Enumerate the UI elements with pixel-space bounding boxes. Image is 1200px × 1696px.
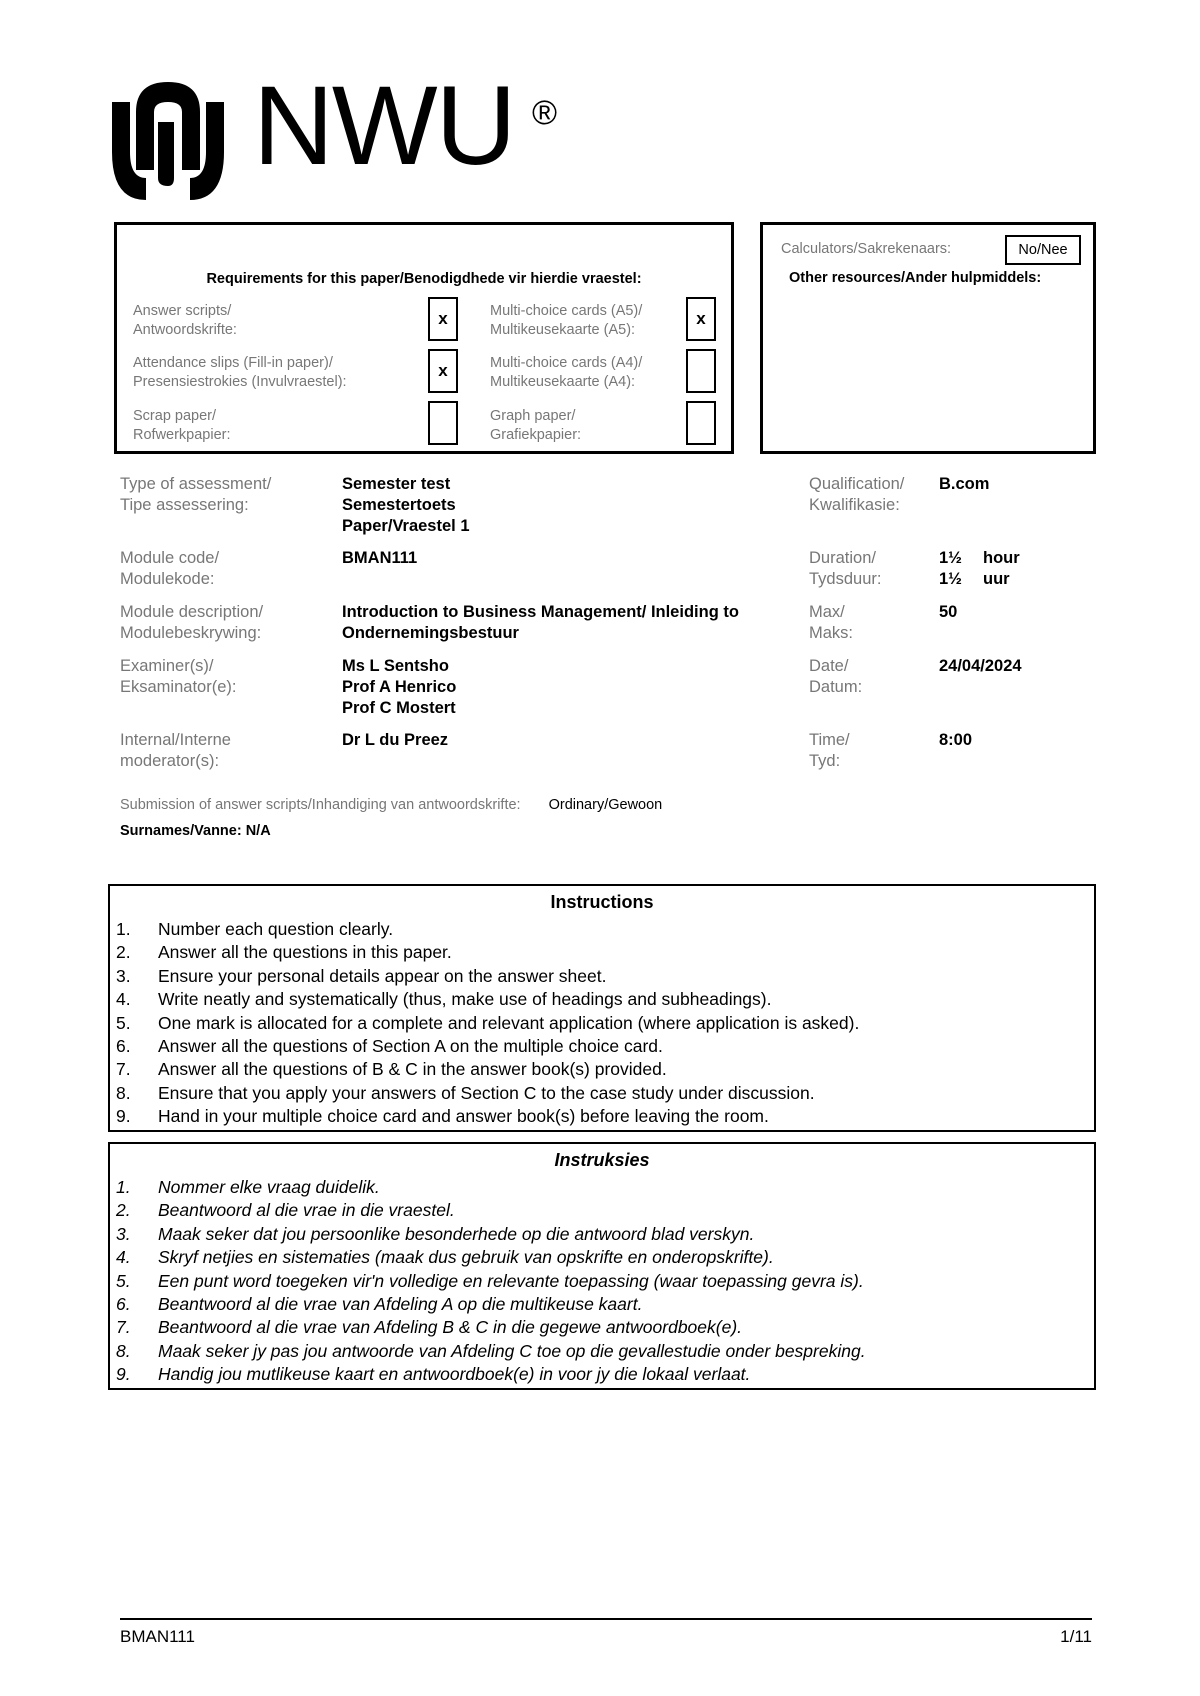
assessment-value: Semester test Semestertoets Paper/Vraestel 1 bbox=[342, 475, 470, 535]
list-item: 4. Write neatly and systematically (thus, make use of headings and subheadings). bbox=[116, 989, 772, 1010]
module-code-value: BMAN111 bbox=[342, 549, 418, 567]
instruksies-title: Instruksies bbox=[554, 1150, 650, 1170]
list-item: 2. Answer all the questions in this paper. bbox=[116, 942, 452, 963]
other-resources-label: Other resources/Ander hulpmiddels: bbox=[789, 270, 1042, 286]
instructions-list bbox=[110, 918, 1094, 1129]
list-item: 9. Handig jou mutlikeuse kaart en antwoordboek(e) in voor jy die lokaal verlaat. bbox=[116, 1364, 751, 1385]
registered-mark: ® bbox=[532, 94, 558, 132]
scrap-paper-checkbox[interactable] bbox=[428, 401, 458, 445]
date-value: 24/04/2024 bbox=[939, 657, 1022, 675]
requirements-title: Requirements for this paper/Benodigdhede vir hierdie vraestel: bbox=[206, 271, 642, 287]
time-value: 8:00 bbox=[939, 731, 973, 749]
requirement-label: Attendance slips (Fill-in paper)/ Presensiestrokies (Invulvraestel): bbox=[133, 355, 347, 390]
submission-value: Ordinary/Gewoon bbox=[548, 797, 663, 813]
footer-divider bbox=[120, 1618, 1092, 1620]
max-value: 50 bbox=[939, 603, 958, 621]
list-item: 6. Beantwoord al die vrae van Afdeling A op die multikeuse kaart. bbox=[116, 1293, 643, 1314]
list-item: 7. Beantwoord al die vrae van Afdeling B & C in die gegewe antwoordboek(e). bbox=[116, 1317, 743, 1338]
instructions-title: Instructions bbox=[550, 892, 654, 912]
qualification-value: B.com bbox=[939, 475, 990, 493]
answer-scripts-checkbox[interactable]: x bbox=[428, 297, 458, 341]
module-description-value: Introduction to Business Management/ Inleiding to Ondernemingsbestuur bbox=[342, 603, 739, 642]
list-item: 8. Ensure that you apply your answers of Section C to the case study under discussion. bbox=[116, 1082, 815, 1103]
max-label: Max/ Maks: bbox=[809, 603, 854, 642]
requirement-label: Multi-choice cards (A5)/ Multikeusekaarte (A5): bbox=[490, 303, 643, 338]
page-number: 1/11 bbox=[1060, 1627, 1092, 1646]
logo-wordmark: NWU bbox=[253, 63, 515, 188]
attendance-slips-checkbox[interactable]: x bbox=[428, 349, 458, 393]
moderator-value: Dr L du Preez bbox=[342, 731, 449, 749]
examiners-value: Ms L Sentsho Prof A Henrico Prof C Mostert bbox=[342, 657, 457, 717]
submission-line bbox=[120, 797, 662, 813]
graph-paper-checkbox[interactable] bbox=[686, 401, 716, 445]
mc-cards-a4-checkbox[interactable] bbox=[686, 349, 716, 393]
surnames-line: Surnames/Vanne: N/A bbox=[120, 823, 271, 839]
mc-cards-a5-checkbox[interactable]: x bbox=[686, 297, 716, 341]
date-label: Date/ Datum: bbox=[809, 657, 863, 696]
submission-label: Submission of answer scripts/Inhandiging van antwoordskrifte: bbox=[120, 797, 521, 813]
requirement-label: Answer scripts/ Antwoordskrifte: bbox=[133, 303, 237, 338]
list-item: 6. Answer all the questions of Section A on the multiple choice card. bbox=[116, 1035, 663, 1056]
calculators-box bbox=[760, 222, 1096, 454]
requirement-label: Scrap paper/ Rofwerkpapier: bbox=[133, 408, 231, 443]
requirements-box bbox=[114, 222, 734, 454]
list-item: 8. Maak seker jy pas jou antwoorde van Afdeling C toe op die gevallestudie onder bespreking. bbox=[116, 1340, 866, 1361]
instruksies-box bbox=[108, 1142, 1096, 1390]
list-item: 1. Number each question clearly. bbox=[116, 919, 394, 939]
list-item: 4. Skryf netjies en sistematies (maak dus gebruik van opskrifte en onderopskrifte). bbox=[116, 1247, 774, 1268]
duration-unit: hour uur bbox=[983, 549, 1020, 588]
list-item: 5. One mark is allocated for a complete and relevant application (where application is asked). bbox=[116, 1012, 860, 1033]
list-item: 2. Beantwoord al die vrae in die vraestel. bbox=[116, 1200, 455, 1221]
requirement-label: Multi-choice cards (A4)/ Multikeusekaarte (A4): bbox=[490, 355, 643, 390]
examiners-label: Examiner(s)/ Eksaminator(e): bbox=[120, 657, 237, 696]
requirement-label: Graph paper/ Grafiekpapier: bbox=[490, 408, 582, 443]
instruksies-list bbox=[110, 1176, 1094, 1387]
list-item: 9. Hand in your multiple choice card and answer book(s) before leaving the room. bbox=[116, 1106, 769, 1127]
list-item: 3. Ensure your personal details appear on the answer sheet. bbox=[116, 965, 607, 986]
list-item: 5. Een punt word toegeken vir'n volledige en relevante toepassing (waar toepassing gevra is). bbox=[116, 1270, 864, 1291]
list-item: 3. Maak seker dat jou persoonlike besonderhede op die antwoord blad verskyn. bbox=[116, 1223, 755, 1244]
qualification-label: Qualification/ Kwalifikasie: bbox=[809, 475, 905, 514]
list-item: 1. Nommer elke vraag duidelik. bbox=[116, 1177, 380, 1197]
calculators-value: No/Nee bbox=[1005, 235, 1081, 265]
module-description-label: Module description/ Modulebeskrywing: bbox=[120, 603, 264, 642]
instructions-box bbox=[108, 884, 1096, 1132]
assessment-label: Type of assessment/ Tipe assessering: bbox=[120, 475, 272, 514]
calculators-label: Calculators/Sakrekenaars: bbox=[781, 241, 952, 257]
duration-label: Duration/ Tydsduur: bbox=[809, 549, 882, 588]
time-label: Time/ Tyd: bbox=[809, 731, 850, 770]
module-code-label: Module code/ Modulekode: bbox=[120, 549, 220, 588]
duration-value: 1½ 1½ bbox=[939, 549, 962, 588]
moderator-label: Internal/Interne moderator(s): bbox=[120, 731, 231, 770]
list-item: 7. Answer all the questions of B & C in the answer book(s) provided. bbox=[116, 1059, 667, 1080]
footer-module-code: BMAN111 bbox=[120, 1627, 195, 1646]
